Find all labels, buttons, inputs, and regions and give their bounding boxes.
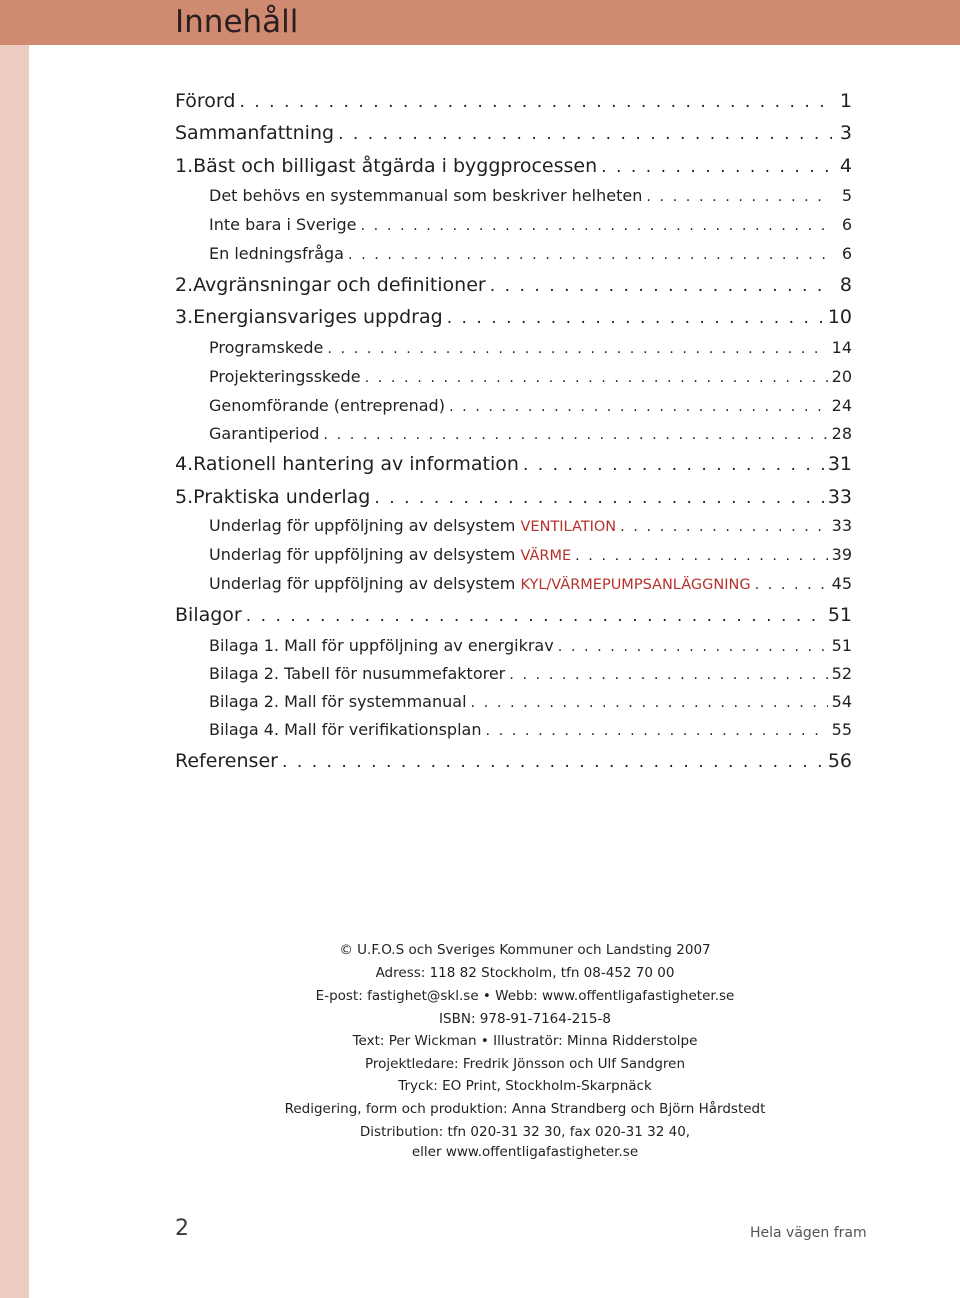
toc-entry-number: 4.: [175, 453, 194, 475]
header-band: [0, 0, 960, 45]
toc-entry-page: 6: [841, 215, 852, 234]
page-title: Innehåll: [175, 4, 299, 40]
dot-leader: [490, 276, 832, 296]
toc-entry-label: [193, 306, 443, 328]
toc-entry[interactable]: [175, 453, 852, 475]
toc-entry-page: 39: [831, 545, 852, 564]
toc-entry[interactable]: [209, 720, 852, 739]
toc-entry-label: [209, 664, 505, 683]
toc-entry-label-text: Bäst och billigast åtgärda i byggprocessen: [193, 155, 598, 177]
toc-entry-label: [209, 636, 554, 655]
imprint-line: Distribution: tfn 020-31 32 30, fax 020-31 32 40,: [359, 1124, 691, 1140]
toc-entry-label: [209, 424, 319, 443]
dot-leader: [449, 399, 828, 415]
toc-entry-label: [209, 396, 445, 415]
toc-entry-label: [209, 545, 571, 564]
toc-entry[interactable]: [209, 244, 852, 263]
toc-entry-label-text: Underlag för uppföljning av delsystem: [209, 516, 521, 535]
toc-entry-page: 51: [827, 604, 852, 626]
toc-entry[interactable]: [175, 306, 852, 328]
toc-entry-page: 14: [831, 338, 852, 357]
toc-entry-label: [175, 604, 242, 626]
toc-entry-label-text: Bilaga 2. Tabell för nusummefaktorer: [209, 664, 506, 683]
toc-entry-page: 51: [831, 636, 852, 655]
toc-entry-label-text: Rationell hantering av information: [193, 453, 519, 475]
dot-leader: [361, 218, 832, 234]
dot-leader: [338, 124, 832, 144]
toc-entry-label-text: Bilaga 2. Mall för systemmanual: [209, 692, 467, 711]
dot-leader: [365, 370, 828, 386]
toc-entry[interactable]: [175, 486, 852, 508]
toc-entry-page: 20: [831, 367, 852, 386]
imprint-line: Tryck: EO Print, Stockholm-Skarpnäck: [398, 1078, 652, 1094]
toc-entry-label: [193, 155, 597, 177]
toc-entry-label: [193, 486, 370, 508]
dot-leader: [523, 455, 824, 475]
dot-leader: [620, 519, 827, 535]
dot-leader: [348, 247, 832, 263]
toc-entry-page: 54: [831, 692, 852, 711]
imprint-line: Redigering, form och produktion: Anna Strandberg och Björn Hårdstedt: [284, 1101, 766, 1117]
toc-entry[interactable]: [209, 367, 852, 386]
toc-entry-number: 1.: [175, 155, 194, 177]
running-footer-title: Hela vägen fram: [750, 1225, 867, 1241]
toc-entry-label: [209, 692, 467, 711]
toc-entry-label: [209, 186, 642, 205]
dot-leader: [239, 92, 832, 112]
imprint-line: ISBN: 978-91-7164-215-8: [439, 1011, 611, 1027]
toc-entry-label-text: Programskede: [209, 338, 324, 357]
toc-entry[interactable]: [175, 750, 852, 772]
dot-leader: [282, 752, 824, 772]
toc-entry-system-name: VENTILATION: [520, 519, 617, 535]
toc-entry[interactable]: [175, 155, 852, 177]
dot-leader: [327, 341, 827, 357]
toc-entry[interactable]: [209, 574, 852, 593]
toc-entry-label: [175, 122, 334, 144]
toc-entry[interactable]: [175, 90, 852, 112]
imprint-line: eller www.offentligafastigheter.se: [411, 1144, 639, 1160]
toc-entry-page: 6: [841, 244, 852, 263]
toc-entry-page: 5: [841, 186, 852, 205]
toc-entry[interactable]: [209, 186, 852, 205]
toc-entry[interactable]: [175, 274, 852, 296]
imprint-line: E-post: fastighet@skl.se • Webb: www.offentligafastigheter.se: [315, 988, 735, 1004]
toc-entry-label: [175, 90, 235, 112]
toc-entry-label: [193, 453, 519, 475]
dot-leader: [558, 639, 828, 655]
imprint-line: © U.F.O.S och Sveriges Kommuner och Landsting 2007: [339, 942, 711, 958]
toc-entry-page: 4: [839, 155, 852, 177]
toc-entry[interactable]: [209, 664, 852, 683]
toc-entry-page: 33: [827, 486, 852, 508]
toc-entry-page: 33: [831, 516, 852, 535]
dot-leader: [246, 606, 824, 626]
toc-entry-label: [209, 574, 751, 593]
toc-entry-page: 45: [831, 574, 852, 593]
toc-entry-label-text: Inte bara i Sverige: [209, 215, 357, 234]
toc-entry-number: 3.: [175, 306, 194, 328]
toc-entry[interactable]: [209, 516, 852, 535]
toc-entry[interactable]: [209, 396, 852, 415]
toc-entry[interactable]: [209, 545, 852, 564]
dot-leader: [575, 548, 827, 564]
toc-entry-label-text: Underlag för uppföljning av delsystem: [209, 574, 521, 593]
dot-leader: [755, 577, 828, 593]
dot-leader: [374, 488, 823, 508]
dot-leader: [471, 695, 828, 711]
toc-entry-label: [209, 215, 357, 234]
toc-entry-label: [175, 750, 278, 772]
toc-entry-label-text: Det behövs en systemmanual som beskriver helheten: [209, 186, 643, 205]
toc-entry-label-text: En ledningsfråga: [209, 244, 344, 263]
toc-entry-label-text: Projekteringsskede: [209, 367, 361, 386]
toc-entry-page: 3: [839, 122, 852, 144]
imprint-line: Text: Per Wickman • Illustratör: Minna Ridderstolpe: [352, 1033, 698, 1049]
dot-leader: [601, 157, 832, 177]
toc-entry[interactable]: [209, 636, 852, 655]
dot-leader: [323, 427, 827, 443]
dot-leader: [646, 189, 832, 205]
toc-entry[interactable]: [209, 338, 852, 357]
toc-entry-label-text: Underlag för uppföljning av delsystem: [209, 545, 521, 564]
toc-entry[interactable]: [209, 692, 852, 711]
toc-entry-system-name: VÄRME: [520, 548, 572, 564]
toc-entry-page: 56: [827, 750, 852, 772]
dot-leader: [509, 667, 827, 683]
imprint-line: Projektledare: Fredrik Jönsson och Ulf Sandgren: [364, 1056, 686, 1072]
toc-entry-label: [209, 516, 616, 535]
toc-entry-label-text: Bilaga 4. Mall för verifikationsplan: [209, 720, 482, 739]
dot-leader: [447, 308, 824, 328]
toc-entry[interactable]: [175, 604, 852, 626]
toc-entry-system-name: KYL/VÄRMEPUMPSANLÄGGNING: [520, 577, 751, 593]
toc-entry-label-text: Bilagor: [175, 604, 242, 626]
toc-entry-label-text: Genomförande (entreprenad): [209, 396, 445, 415]
toc-entry-label-text: Referenser: [175, 750, 278, 772]
toc-entry[interactable]: [209, 215, 852, 234]
toc-entry-page: 24: [831, 396, 852, 415]
toc-entry-page: 55: [831, 720, 852, 739]
page-number: 2: [175, 1216, 189, 1241]
side-color-band: [0, 0, 29, 1298]
toc-entry-page: 31: [827, 453, 852, 475]
toc-entry-label: [209, 338, 323, 357]
dot-leader: [485, 723, 827, 739]
toc-entry-number: 2.: [175, 274, 194, 296]
toc-entry-page: 28: [831, 424, 852, 443]
toc-entry[interactable]: [209, 424, 852, 443]
toc-entry-page: 10: [827, 306, 852, 328]
toc-entry-label-text: Förord: [175, 90, 236, 112]
toc-entry-page: 52: [831, 664, 852, 683]
toc-entry-label-text: Energiansvariges uppdrag: [193, 306, 443, 328]
toc-entry-label: [209, 367, 361, 386]
toc-entry-label-text: Bilaga 1. Mall för uppföljning av energikrav: [209, 636, 554, 655]
toc-entry-page: 1: [839, 90, 852, 112]
toc-entry-label-text: Praktiska underlag: [193, 486, 371, 508]
toc-entry-label-text: Sammanfattning: [175, 122, 335, 144]
toc-entry-label-text: Avgränsningar och definitioner: [193, 274, 486, 296]
toc-entry[interactable]: [175, 122, 852, 144]
toc-entry-label: [209, 244, 344, 263]
imprint-line: Adress: 118 82 Stockholm, tfn 08-452 70 00: [375, 965, 675, 981]
toc-entry-label: [209, 720, 481, 739]
toc-entry-label: [193, 274, 486, 296]
toc-entry-label-text: Garantiperiod: [209, 424, 320, 443]
toc-entry-page: 8: [839, 274, 852, 296]
toc-entry-number: 5.: [175, 486, 194, 508]
